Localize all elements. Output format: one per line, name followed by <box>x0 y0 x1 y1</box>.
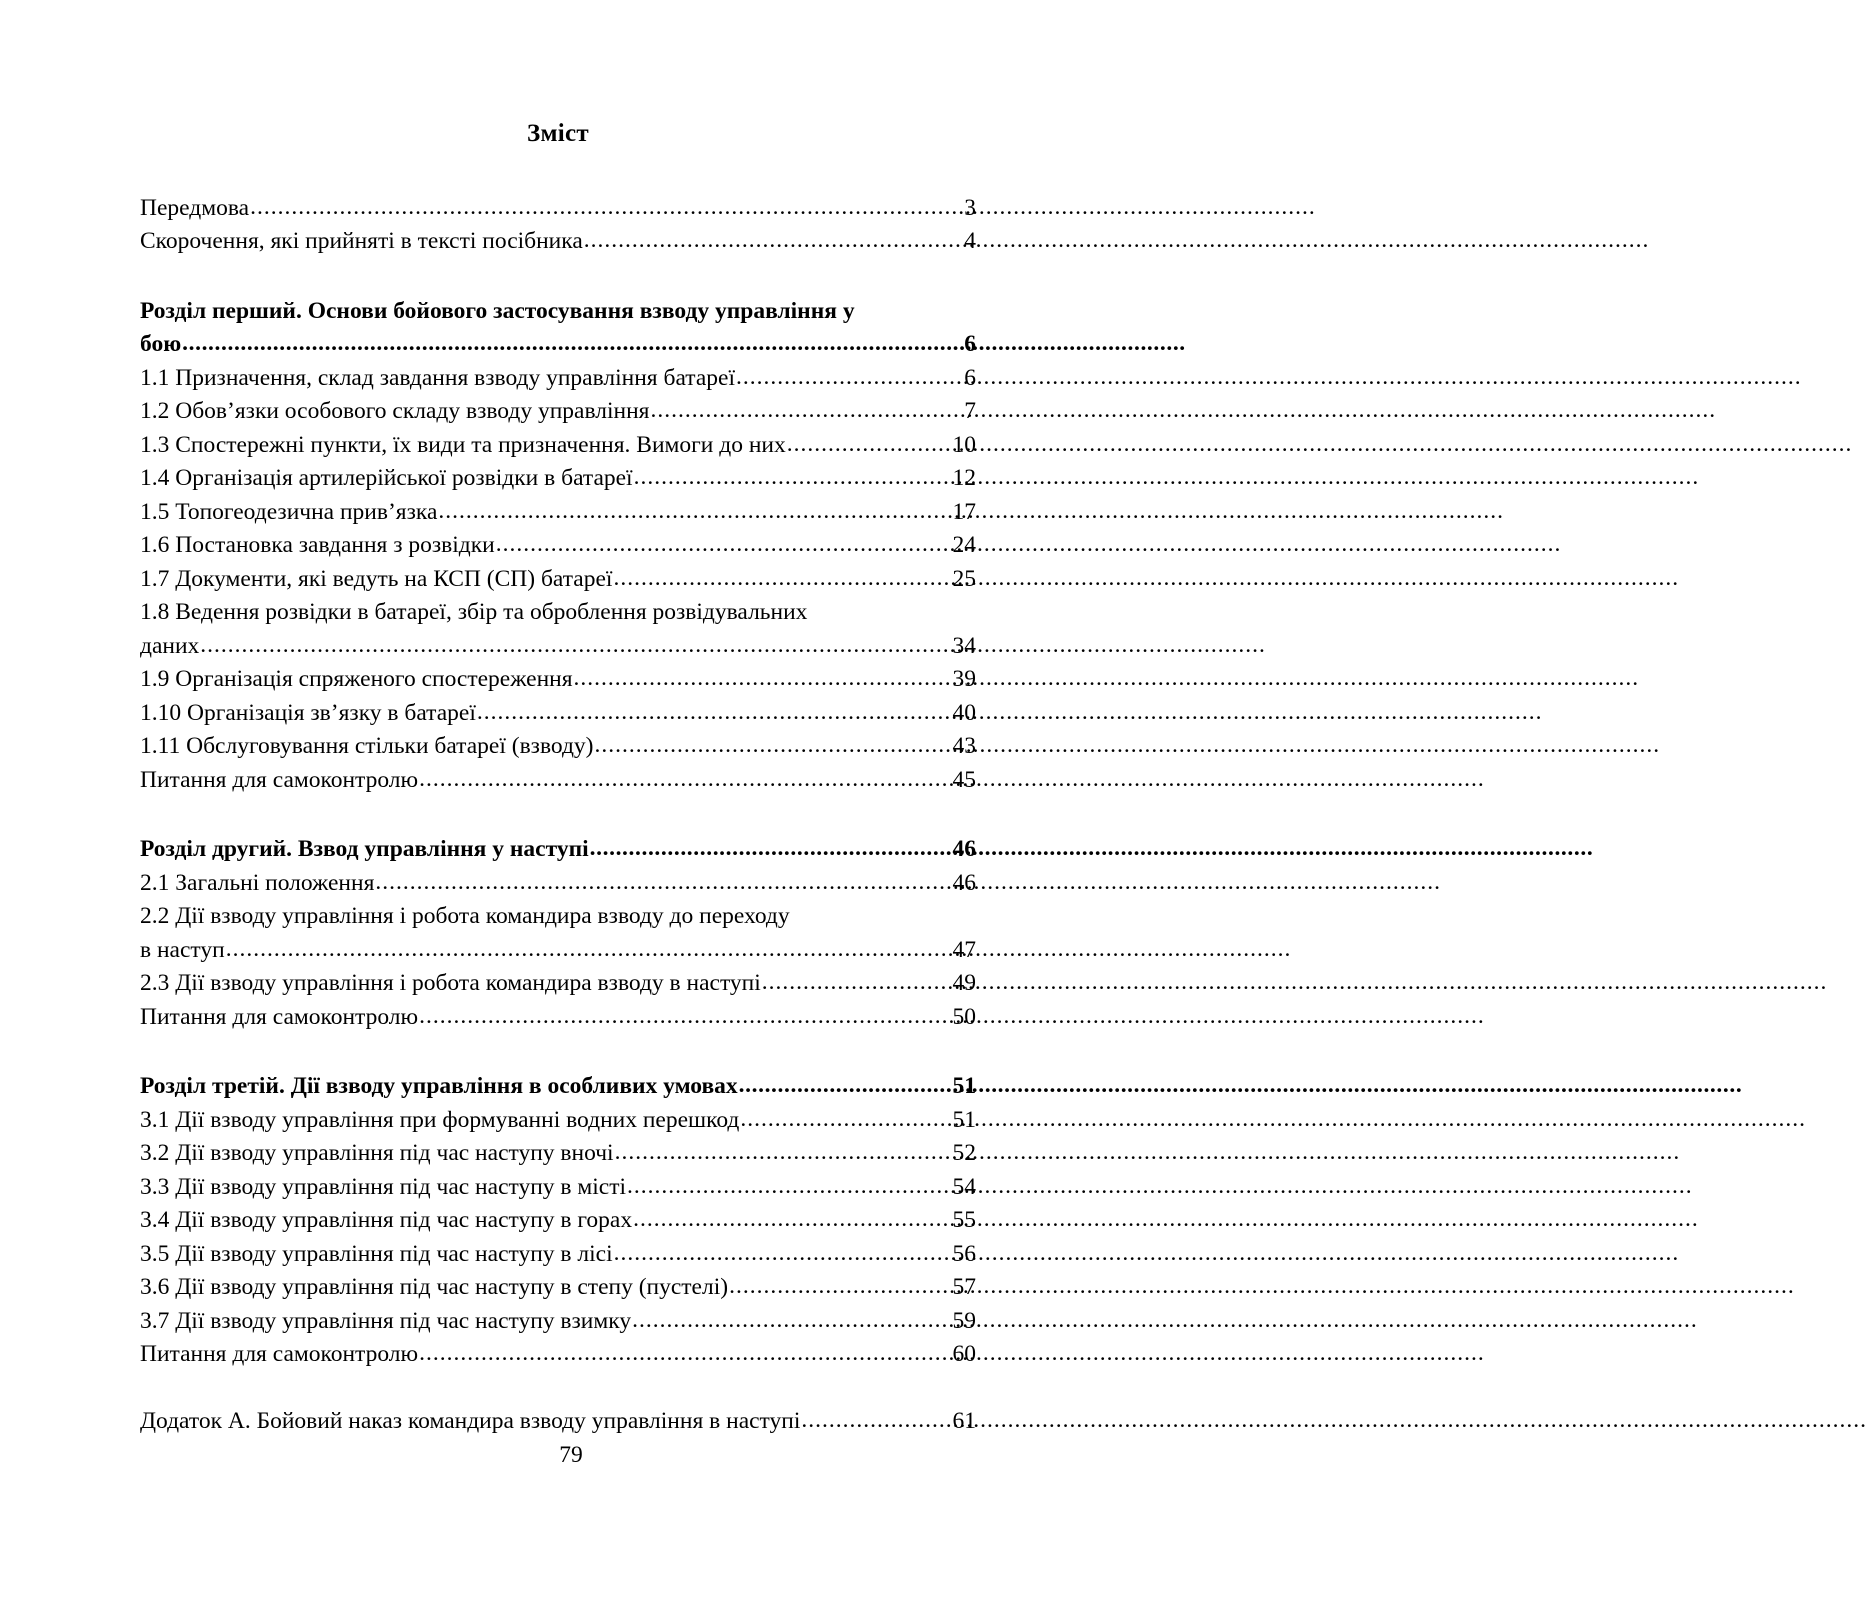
toc-entry-label: 3.7 Дії взводу управління під час наступу взимку <box>140 1307 632 1334</box>
toc-leader-dots <box>650 394 942 428</box>
toc-entry[interactable] <box>140 362 976 396</box>
toc-content <box>140 120 976 1438</box>
toc-entry-page: 47 <box>952 936 976 963</box>
toc-leader-dots <box>633 1203 942 1237</box>
toc-entry-page: 10 <box>952 431 976 458</box>
toc-entry-page: 56 <box>952 1240 976 1267</box>
toc-entry[interactable] <box>140 630 976 664</box>
toc-entry-label: даних <box>140 632 200 659</box>
toc-entry-page: 46 <box>952 869 976 896</box>
toc-leader-dots <box>736 361 942 395</box>
toc-entry[interactable] <box>140 395 976 429</box>
toc-entry-page: 39 <box>952 666 976 692</box>
toc-entry[interactable] <box>140 563 976 597</box>
toc-entry-label: 1.10 Організація зв’язку в батареї <box>140 699 476 726</box>
toc-leader-dots <box>614 1237 942 1271</box>
toc-entry[interactable] <box>140 1204 976 1238</box>
toc-leader-dots <box>590 832 942 866</box>
toc-entry-page: 60 <box>952 1341 976 1367</box>
toc-entry-line: 1.8 Ведення розвідки в батареї, збір та оброблення розвідувальних <box>140 599 808 625</box>
toc-chapter-label: Розділ другий. Взвод управління у наступі <box>140 836 589 862</box>
toc-entry-page: 45 <box>952 766 976 793</box>
toc-entry[interactable] <box>140 1305 976 1339</box>
toc-entry-label: Питання для самоконтролю <box>140 1341 419 1367</box>
toc-chapter-heading[interactable] <box>140 833 976 867</box>
toc-leader-dots <box>739 1069 942 1103</box>
toc-leader-dots <box>477 696 942 730</box>
toc-entry-label: Питання для самоконтролю <box>140 1003 419 1030</box>
toc-leader-dots <box>419 1000 942 1034</box>
page-title: Зміст <box>526 120 590 147</box>
toc-leader-dots <box>438 495 942 529</box>
toc-leader-dots <box>634 461 942 495</box>
section-spacer <box>140 1372 976 1405</box>
toc-entry[interactable] <box>140 429 976 463</box>
toc-entry-label: 3.1 Дії взводу управління при формуванні водних перешкод <box>140 1106 740 1133</box>
toc-leader-dots <box>729 1270 942 1304</box>
toc-leader-dots <box>419 763 942 797</box>
toc-entry-label: 3.3 Дії взводу управління під час наступу в місті <box>140 1173 627 1200</box>
section-spacer <box>140 797 976 833</box>
toc-entry-label: 3.4 Дії взводу управління під час наступу в горах <box>140 1207 633 1233</box>
toc-leader-dots <box>613 562 942 596</box>
toc-entry[interactable] <box>140 1137 976 1171</box>
toc-entry[interactable] <box>140 1405 976 1439</box>
toc-entry-page: 55 <box>952 1207 976 1233</box>
toc-leader-dots <box>574 662 942 696</box>
toc-chapter-heading[interactable] <box>140 1070 976 1104</box>
toc-entry[interactable] <box>140 192 976 226</box>
toc-leader-dots <box>200 629 942 663</box>
toc-section-appendix <box>140 1405 976 1439</box>
toc-entry-page: 52 <box>952 1140 976 1166</box>
toc-entry-label: 1.3 Спостережні пункти, їх види та призначення. Вимоги до них <box>140 431 786 458</box>
toc-entry[interactable] <box>140 1171 976 1205</box>
section-spacer <box>140 1034 976 1070</box>
toc-entry-label: в наступ <box>140 936 225 963</box>
toc-entry-label: Додаток А. Бойовий наказ командира взводу управління в наступі <box>140 1407 801 1434</box>
toc-entry-page: 7 <box>964 398 976 424</box>
toc-entry-page: 3 <box>964 194 976 221</box>
toc-entry[interactable] <box>140 867 976 901</box>
toc-section-front-matter <box>140 192 976 259</box>
section-spacer <box>140 259 976 295</box>
toc-chapter-page: 51 <box>952 1073 976 1099</box>
toc-entry-label: Передмова <box>140 194 250 221</box>
toc-chapter-heading[interactable] <box>140 328 976 362</box>
toc-leader-dots <box>627 1170 942 1204</box>
toc-entry[interactable] <box>140 462 976 496</box>
toc-entry-label: Питання для самоконтролю <box>140 766 419 793</box>
toc-leader-dots <box>595 729 943 763</box>
toc-entry[interactable] <box>140 730 976 764</box>
toc-entry-label: 3.6 Дії взводу управління під час наступу в степу (пустелі) <box>140 1274 729 1300</box>
toc-entry-label: 3.2 Дії взводу управління під час наступу вночі <box>140 1140 614 1166</box>
toc-entry-page: 59 <box>952 1307 976 1334</box>
toc-entry-page: 12 <box>952 465 976 491</box>
toc-leader-dots <box>375 866 942 900</box>
toc-entry[interactable] <box>140 697 976 731</box>
toc-section-chapter-two <box>140 833 976 1034</box>
toc-entry[interactable] <box>140 496 976 530</box>
toc-entry-page: 4 <box>964 228 976 254</box>
toc-section-chapter-one <box>140 295 976 798</box>
toc-entry-page: 50 <box>952 1003 976 1030</box>
toc-entry-label: Скорочення, які прийняті в тексті посібника <box>140 228 583 254</box>
toc-entry-label: 3.5 Дії взводу управління під час наступу в лісі <box>140 1240 613 1267</box>
toc-leader-dots <box>584 224 942 258</box>
toc-entry-label: 1.9 Організація спряженого спостереження <box>140 666 573 692</box>
toc-entry-page: 57 <box>952 1274 976 1300</box>
toc-leader-dots <box>740 1103 942 1137</box>
toc-entry-label: 1.6 Постановка завдання з розвідки <box>140 532 495 558</box>
toc-chapter-label: бою <box>140 331 182 357</box>
toc-leader-dots <box>226 933 942 967</box>
toc-entry[interactable] <box>140 663 976 697</box>
toc-entry[interactable] <box>140 1338 976 1372</box>
toc-entry[interactable] <box>140 1001 976 1035</box>
toc-leader-dots <box>182 327 942 361</box>
toc-entry-page: 34 <box>952 632 976 659</box>
toc-entry-page: 40 <box>952 699 976 726</box>
toc-entry[interactable] <box>140 1104 976 1138</box>
toc-leader-dots <box>615 1136 942 1170</box>
toc-entry-page: 25 <box>952 565 976 592</box>
page-folio-number: 79 <box>559 1442 583 1468</box>
toc-chapter-heading-line: Розділ перший. Основи бойового застосування взводу управління у <box>140 297 855 324</box>
toc-leader-dots <box>250 191 942 225</box>
toc-entry-label: 1.2 Обов’язки особового складу взводу управління <box>140 398 650 424</box>
toc-entry-page: 49 <box>952 970 976 996</box>
toc-entry-label: 1.1 Призначення, склад завдання взводу управління батареї <box>140 364 735 391</box>
toc-leader-dots <box>419 1337 942 1371</box>
toc-section-chapter-three <box>140 1070 976 1372</box>
toc-chapter-page: 6 <box>964 331 976 357</box>
toc-leader-dots <box>801 1404 942 1438</box>
toc-entry-page: 17 <box>952 498 976 525</box>
toc-entry[interactable] <box>140 529 976 563</box>
toc-leader-dots <box>632 1304 942 1338</box>
toc-entry-page: 61 <box>952 1407 976 1434</box>
toc-entry-line: 2.2 Дії взводу управління і робота командира взводу до переходу <box>140 903 790 929</box>
toc-leader-dots <box>762 966 942 1000</box>
toc-entry[interactable] <box>140 1238 976 1272</box>
toc-chapter-label: Розділ третій. Дії взводу управління в особливих умовах <box>140 1073 738 1099</box>
toc-entry-page: 43 <box>952 733 976 759</box>
toc-entry-label: 1.5 Топогеодезична прив’язка <box>140 498 438 525</box>
toc-entry[interactable] <box>140 764 976 798</box>
toc-entry-label: 2.3 Дії взводу управління і робота командира взводу в наступі <box>140 970 761 996</box>
toc-entry-label: 2.1 Загальні положення <box>140 869 375 896</box>
toc-entry-page: 54 <box>952 1173 976 1200</box>
toc-chapter-page: 46 <box>952 836 976 862</box>
toc-entry-label: 1.7 Документи, які ведуть на КСП (СП) батареї <box>140 565 613 592</box>
toc-leader-dots <box>787 428 942 462</box>
toc-leader-dots <box>496 528 942 562</box>
toc-entry[interactable] <box>140 1271 976 1305</box>
toc-entry[interactable] <box>140 934 976 968</box>
toc-entry[interactable] <box>140 225 976 259</box>
toc-entry[interactable] <box>140 967 976 1001</box>
toc-entry-label: 1.11 Обслуговування стільки батареї (взводу) <box>140 733 594 759</box>
toc-entry-page: 24 <box>952 532 976 558</box>
toc-entry-page: 51 <box>952 1106 976 1133</box>
toc-entry-page: 6 <box>964 364 976 391</box>
toc-entry-label: 1.4 Організація артилерійської розвідки в батареї <box>140 465 633 491</box>
